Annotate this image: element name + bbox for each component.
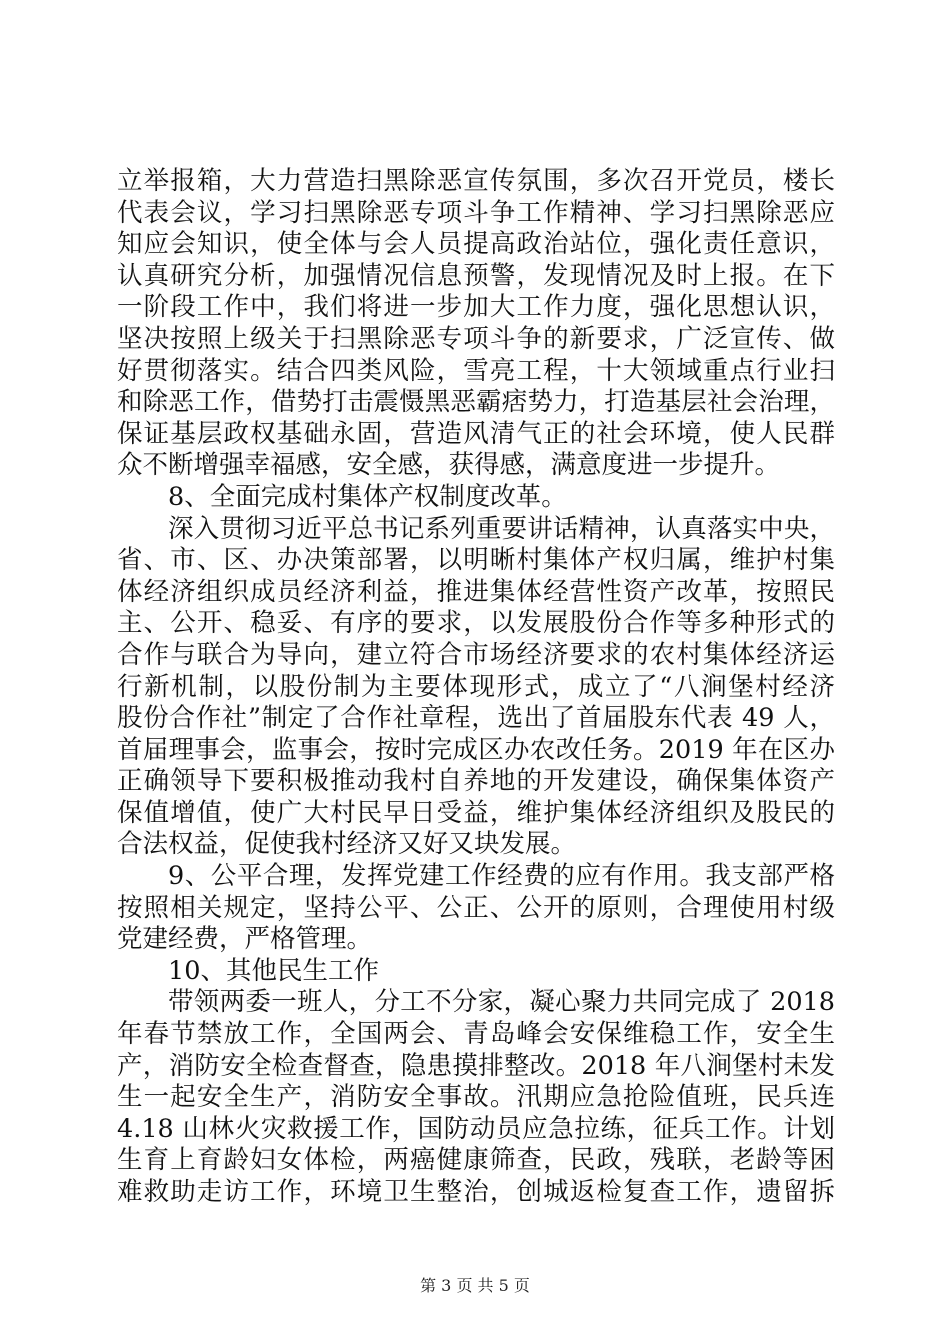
text-line: 一阶段工作中，我们将进一步加大工作力度，强化思想认识， (117, 292, 835, 323)
text-line: 带领两委一班人，分工不分家，凝心聚力共同完成了 2018 (168, 987, 835, 1018)
text-line: 体经济组织成员经济利益，推进集体经营性资产改革，按照民 (117, 576, 835, 607)
text-line: 10、其他民生工作 (168, 955, 379, 986)
text-line: 合作与联合为导向，建立符合市场经济要求的农村集体经济运 (117, 639, 835, 670)
text-line: 保值增值，使广大村民早日受益，维护集体经济组织及股民的 (117, 797, 835, 828)
text-line: 省、市、区、办决策部署，以明晰村集体产权归属，维护村集 (117, 545, 835, 576)
text-line: 坚决按照上级关于扫黑除恶专项斗争的新要求，广泛宣传、做 (117, 323, 835, 354)
document-body (117, 166, 835, 1209)
text-line: 保证基层政权基础永固，营造风清气正的社会环境，使人民群 (117, 418, 835, 449)
text-line: 众不断增强幸福感，安全感，获得感，满意度进一步提升。 (117, 450, 781, 481)
text-line: 主、公开、稳妥、有序的要求，以发展股份合作等多种形式的 (117, 608, 835, 639)
text-line: 生育上育龄妇女体检，两癌健康筛查，民政，残联，老龄等困 (117, 1145, 835, 1176)
text-line: 首届理事会，监事会，按时完成区办农改任务。2019 年在区办 (117, 734, 835, 765)
text-line: 党建经费，严格管理。 (117, 924, 373, 955)
text-line: 产，消防安全检查督查，隐患摸排整改。2018 年八涧堡村未发 (117, 1050, 835, 1081)
text-line: 认真研究分析，加强情况信息预警，发现情况及时上报。在下 (117, 260, 835, 291)
text-line: 立举报箱，大力营造扫黑除恶宣传氛围，多次召开党员，楼长 (117, 166, 835, 196)
text-line: 难救助走访工作，环境卫生整治，创城返检复查工作，遗留拆 (117, 1177, 835, 1207)
text-line: 按照相关规定，坚持公平、公正、公开的原则，合理使用村级 (117, 892, 835, 923)
text-line: 和除恶工作，借势打击震慑黑恶霸痞势力，打造基层社会治理， (117, 387, 835, 418)
text-line: 深入贯彻习近平总书记系列重要讲话精神，认真落实中央， (168, 513, 835, 544)
text-line: 好贯彻落实。结合四类风险，雪亮工程，十大领域重点行业扫 (117, 355, 835, 386)
text-line: 9、公平合理，发挥党建工作经费的应有作用。我支部严格 (168, 861, 835, 892)
text-line: 8、全面完成村集体产权制度改革。 (168, 481, 567, 512)
text-line: 行新机制，以股份制为主要体现形式，成立了“八涧堡村经济 (117, 671, 835, 702)
page-footer: 第 3 页 共 5 页 (420, 1276, 530, 1295)
text-line: 正确领导下要积极推动我村自养地的开发建设，确保集体资产 (117, 766, 835, 797)
text-line: 知应会知识，使全体与会人员提高政治站位，强化责任意识， (117, 229, 835, 260)
text-line: 年春节禁放工作，全国两会、青岛峰会安保维稳工作，安全生 (117, 1019, 835, 1050)
text-line: 合法权益，促使我村经济又好又块发展。 (117, 829, 577, 860)
text-line: 生一起安全生产，消防安全事故。汛期应急抢险值班，民兵连 (117, 1082, 835, 1113)
text-line: 股份合作社”制定了合作社章程，选出了首届股东代表 49 人， (117, 703, 835, 734)
text-line: 代表会议，学习扫黑除恶专项斗争工作精神、学习扫黑除恶应 (117, 197, 835, 228)
text-line: 4.18 山林火灾救援工作，国防动员应急拉练，征兵工作。计划 (117, 1113, 835, 1144)
